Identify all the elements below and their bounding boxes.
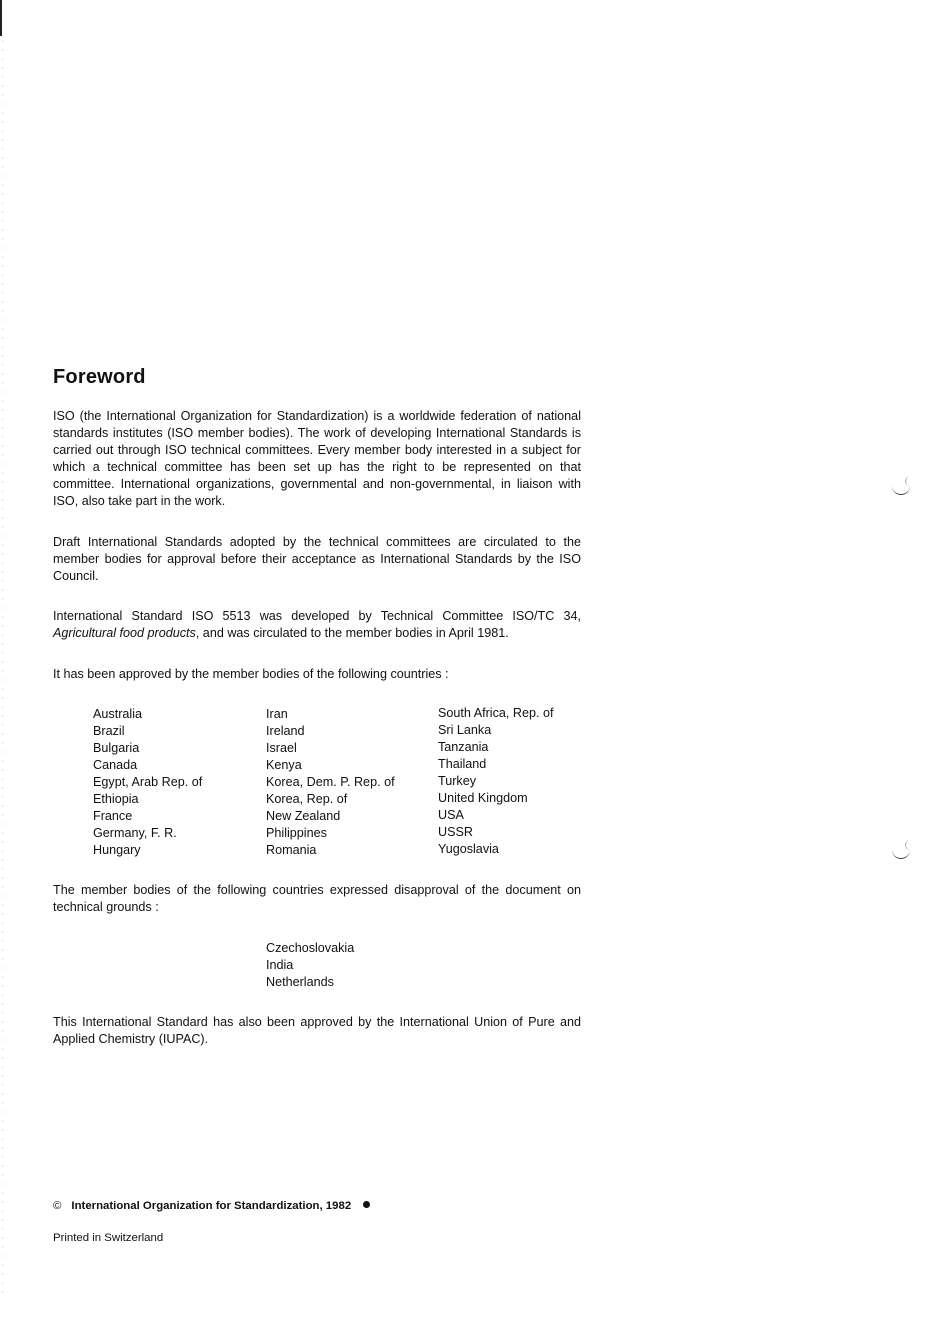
country-item: Yugoslavia bbox=[438, 842, 499, 856]
country-item: Kenya bbox=[266, 758, 302, 772]
paragraph-approval-intro: It has been approved by the member bodies of the following countries : bbox=[53, 667, 449, 681]
country-item: Egypt, Arab Rep. of bbox=[93, 775, 203, 789]
margin-binding-mark bbox=[892, 850, 910, 859]
disapproved-countries-list bbox=[266, 940, 354, 991]
country-item: USA bbox=[438, 808, 464, 822]
country-item: Canada bbox=[93, 758, 138, 772]
copyright-icon: © bbox=[53, 1200, 62, 1212]
approved-countries-list bbox=[93, 706, 593, 866]
country-item: Germany, F. R. bbox=[93, 826, 177, 840]
foreword-section bbox=[53, 366, 583, 1046]
origin-text: International Standard ISO 5513 was developed by Technical Committee ISO/TC 34, bbox=[53, 609, 581, 623]
committee-title: Agricultural food products bbox=[53, 626, 196, 640]
country-item: USSR bbox=[438, 825, 473, 839]
country-item: Turkey bbox=[438, 774, 477, 788]
paragraph-disapproval-intro: The member bodies of the following countries expressed disapproval of the document on technical grounds : bbox=[53, 883, 581, 914]
paragraph-standard-origin bbox=[53, 608, 581, 642]
country-item: India bbox=[266, 958, 294, 972]
country-item: France bbox=[93, 809, 133, 823]
paragraph-draft-standards: Draft International Standards adopted by the technical committees are circulated to the member bodies for approval before their acceptance as International Standards by the ISO Council. bbox=[53, 535, 581, 583]
country-item: Romania bbox=[266, 843, 317, 857]
country-column bbox=[93, 706, 202, 859]
country-item: Tanzania bbox=[438, 740, 489, 754]
paragraph-iso-intro: ISO (the International Organization for Standardization) is a worldwide federation of national standards institutes (ISO member bodies). The work of developing International Standards is carried out through ISO technical committees. Every member body interested in a subject for which a technical committee has been set up has the right to be represented on that committee. International organizations, governmental and non-governmental, in liaison with ISO, also take part in the work. bbox=[53, 409, 581, 508]
country-item: United Kingdom bbox=[438, 791, 528, 805]
country-item: Ireland bbox=[266, 724, 305, 738]
paragraph-iupac: This International Standard has also been approved by the International Union of Pure and Applied Chemistry (IUPAC). bbox=[53, 1015, 581, 1046]
origin-text-end: , and was circulated to the member bodies in April 1981. bbox=[195, 626, 509, 640]
country-item: Hungary bbox=[93, 843, 141, 857]
copyright-line bbox=[53, 1200, 370, 1212]
country-item: Czechoslovakia bbox=[266, 941, 355, 955]
country-item: Australia bbox=[93, 707, 142, 721]
country-item: Israel bbox=[266, 741, 297, 755]
margin-binding-mark bbox=[892, 486, 910, 495]
country-column bbox=[266, 706, 395, 859]
country-item: Sri Lanka bbox=[438, 723, 492, 737]
country-item: Bulgaria bbox=[93, 741, 140, 755]
country-item: Ethiopia bbox=[93, 792, 139, 806]
country-item: Thailand bbox=[438, 757, 487, 771]
country-item: Brazil bbox=[93, 724, 125, 738]
printed-in: Printed in Switzerland bbox=[53, 1232, 164, 1244]
bullet-dot-icon bbox=[363, 1201, 370, 1208]
page-title: Foreword bbox=[53, 366, 146, 388]
country-item: Iran bbox=[266, 707, 288, 721]
copyright-text: International Organization for Standardization, 1982 bbox=[71, 1200, 352, 1212]
scan-edge-noise bbox=[2, 40, 3, 1300]
country-item: New Zealand bbox=[266, 809, 341, 823]
scan-edge-line bbox=[0, 0, 2, 36]
country-item: Korea, Rep. of bbox=[266, 792, 348, 806]
country-column bbox=[438, 705, 554, 858]
country-item: Netherlands bbox=[266, 975, 334, 989]
country-item: South Africa, Rep. of bbox=[438, 706, 554, 720]
country-item: Korea, Dem. P. Rep. of bbox=[266, 775, 395, 789]
country-item: Philippines bbox=[266, 826, 327, 840]
